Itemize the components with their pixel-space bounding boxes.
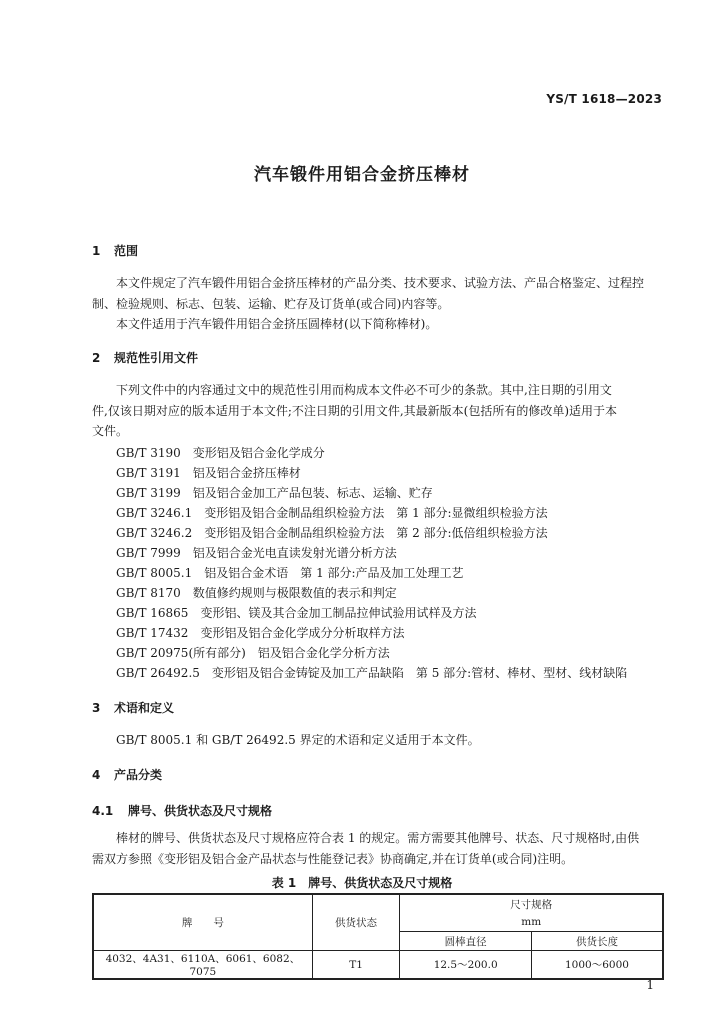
- col-header-size-unit: mm: [400, 913, 663, 932]
- standard-number: YS/T 1618—2023: [546, 92, 662, 106]
- paragraph-line: [92, 380, 664, 401]
- reference-item: GB/T 8005.1 铝及铝合金术语 第 1 部分:产品及加工处理工艺: [116, 566, 464, 580]
- paragraph-line: 文件。: [92, 424, 129, 438]
- section-2-paragraph-1: [92, 380, 664, 442]
- section-4-heading: [92, 766, 162, 783]
- reference-item: GB/T 3191 铝及铝合金挤压棒材: [116, 466, 301, 480]
- subsection-number: 4.1: [92, 804, 114, 818]
- text: GB/T 8005.1 和 GB/T 26492.5 界定的术语和定义适用于本文件。: [116, 733, 480, 747]
- cell-diameter: 12.5～200.0: [400, 951, 532, 980]
- subsection-title: 牌号、供货状态及尺寸规格: [128, 804, 273, 818]
- section-number: 2: [92, 351, 101, 365]
- col-header-size: 尺寸规格: [400, 894, 663, 913]
- section-number: 1: [92, 244, 101, 258]
- paragraph-line: [92, 273, 664, 294]
- section-1-paragraph-1: [92, 273, 664, 314]
- col-header-temper: 供货状态: [312, 894, 400, 951]
- paragraph-line: [92, 828, 664, 849]
- col-header-diameter: 圆棒直径: [400, 932, 532, 951]
- page-number: 1: [646, 978, 654, 992]
- reference-item: GB/T 3246.1 变形铝及铝合金制品组织检验方法 第 1 部分:显微组织检验方法: [116, 506, 548, 520]
- reference-item: GB/T 3246.2 变形铝及铝合金制品组织检验方法 第 2 部分:低倍组织检验方法: [116, 526, 548, 540]
- document-title: 汽车锻件用铝合金挤压棒材: [254, 165, 470, 185]
- text: 本文件规定了汽车锻件用铝合金挤压棒材的产品分类、技术要求、试验方法、产品合格鉴定、过程控: [116, 276, 645, 290]
- reference-item: GB/T 26492.5 变形铝及铝合金铸锭及加工产品缺陷 第 5 部分:管材、棒材、型材、线材缺陷: [116, 666, 628, 680]
- cell-temper: T1: [312, 951, 400, 980]
- col-header-grade: 牌 号: [93, 894, 312, 951]
- table-row: [93, 951, 663, 980]
- subsection-4-1-paragraph-1: [92, 828, 664, 869]
- text: 下列文件中的内容通过文中的规范性引用而构成本文件必不可少的条款。其中,注日期的引用文: [116, 383, 612, 397]
- table-header-row: [93, 894, 663, 913]
- section-1-heading: [92, 242, 138, 259]
- section-number: 4: [92, 768, 101, 782]
- text: 本文件适用于汽车锻件用铝合金挤压圆棒材(以下简称棒材)。: [116, 317, 438, 331]
- section-title: 产品分类: [114, 768, 163, 782]
- reference-item: GB/T 3190 变形铝及铝合金化学成分: [116, 446, 325, 460]
- spec-table: [92, 893, 664, 980]
- paragraph-line: 件,仅该日期对应的版本适用于本文件;不注日期的引用文件,其最新版本(包括所有的修改单)适用于本: [92, 403, 618, 418]
- paragraph-line: [92, 314, 664, 335]
- section-3-heading: [92, 699, 174, 716]
- section-number: 3: [92, 701, 101, 715]
- paragraph-line: 制、检验规则、标志、包装、运输、贮存及订货单(或合同)内容等。: [92, 296, 450, 311]
- paragraph-line: [92, 730, 664, 751]
- reference-item: GB/T 17432 变形铝及铝合金化学成分分析取样方法: [116, 626, 405, 640]
- reference-item: GB/T 8170 数值修约规则与极限数值的表示和判定: [116, 586, 397, 600]
- section-title: 范围: [114, 244, 139, 258]
- text: 棒材的牌号、供货状态及尺寸规格应符合表 1 的规定。需方需要其他牌号、状态、尺寸规格时,由供: [116, 831, 640, 845]
- reference-item: GB/T 7999 铝及铝合金光电直读发射光谱分析方法: [116, 546, 397, 560]
- cell-grade: 4032、4A31、6110A、6061、6082、7075: [93, 951, 312, 980]
- section-2-heading: [92, 349, 198, 366]
- reference-item: GB/T 3199 铝及铝合金加工产品包装、标志、运输、贮存: [116, 486, 433, 500]
- reference-item: GB/T 20975(所有部分) 铝及铝合金化学分析方法: [116, 646, 390, 660]
- section-1-paragraph-2: [92, 314, 664, 335]
- col-header-length: 供货长度: [531, 932, 663, 951]
- reference-item: GB/T 16865 变形铝、镁及其合金加工制品拉伸试验用试样及方法: [116, 606, 477, 620]
- section-title: 规范性引用文件: [114, 351, 199, 365]
- table-caption: 表 1 牌号、供货状态及尺寸规格: [271, 876, 453, 890]
- section-title: 术语和定义: [114, 701, 175, 715]
- cell-length: 1000～6000: [531, 951, 663, 980]
- subsection-4-1-heading: [92, 802, 272, 819]
- section-3-paragraph-1: [92, 730, 664, 751]
- paragraph-line: 需双方参照《变形铝及铝合金产品状态与性能登记表》协商确定,并在订货单(或合同)注明。: [92, 851, 574, 866]
